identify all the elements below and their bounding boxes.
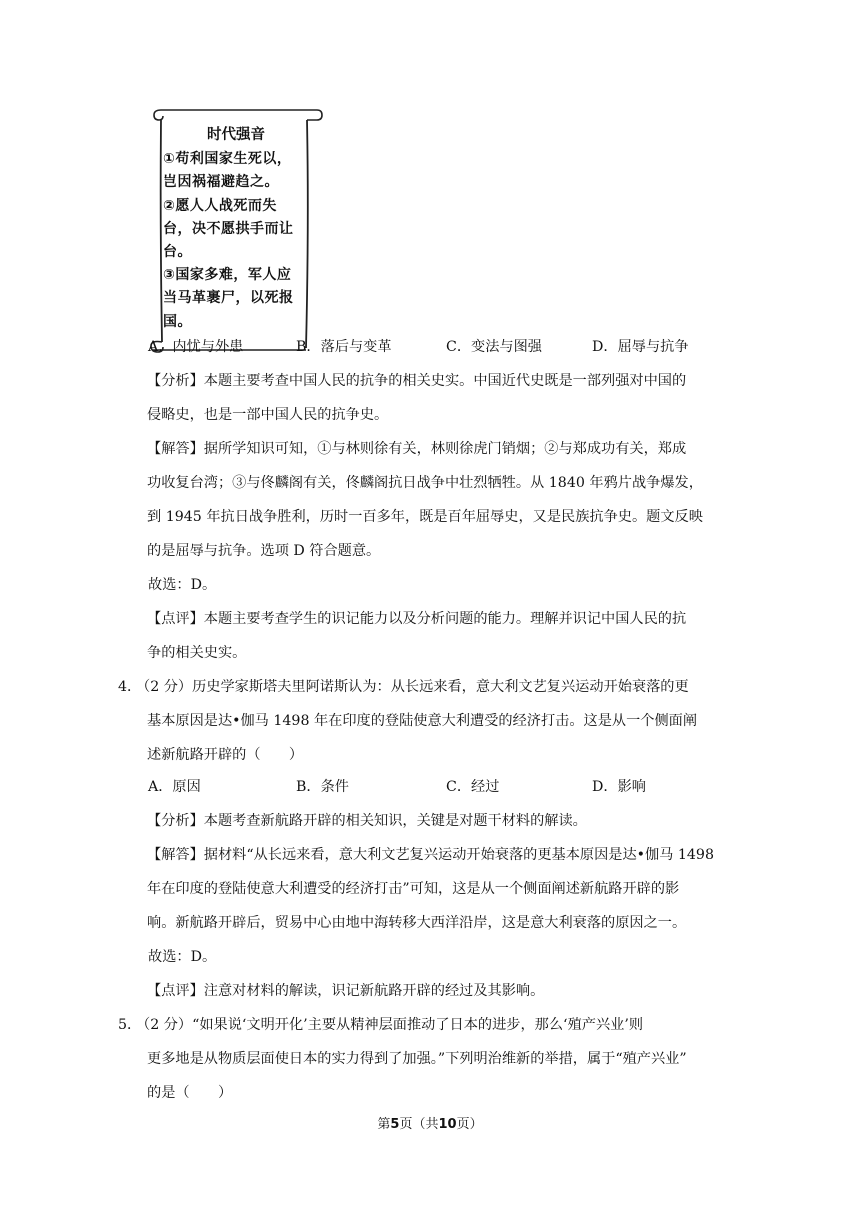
q4-analysis — [147, 804, 587, 838]
text-line: 【点评】本题主要考查学生的识记能力以及分析问题的能力。理解并识记中国人民的抗 — [147, 611, 687, 627]
text-line: 【点评】注意对材料的解读，识记新航路开辟的经过及其影响。 — [147, 983, 545, 999]
scroll-line: ③国家多难，军人应 — [163, 267, 292, 284]
text-line: 基本原因是达•伽马 1498 年在印度的登陆使意大利遭受的经济打击。这是从一个侧面阐 — [147, 713, 698, 729]
q3-option-d: D．屈辱与抗争 — [592, 339, 689, 355]
text-line: 故选：D。 — [148, 577, 217, 593]
scroll-line: 当马革裹尸，以死报 — [163, 290, 294, 307]
q4-comment — [147, 974, 544, 1008]
footer-prefix: 第 — [377, 1117, 391, 1132]
q4-option-a: A．原因 — [148, 779, 201, 795]
footer-total-pages: 10 — [438, 1117, 457, 1132]
text-line: 功收复台湾；③与佟麟阁有关，佟麟阁抗日战争中壮烈牺牲。从 1840 年鸦片战争爆发， — [147, 475, 703, 491]
text-line: 侵略史，也是一部中国人民的抗争史。 — [147, 407, 389, 423]
q4-answer — [147, 838, 714, 940]
text-line: 到 1945 年抗日战争胜利，历时一百多年，既是百年屈辱史，又是民族抗争史。题文反映 — [147, 509, 703, 525]
text-line: 【解答】据材料“从长远来看，意大利文艺复兴运动开始衰落的更基本原因是达•伽马 1498 — [147, 847, 714, 863]
text-line: 【解答】据所学知识可知，①与林则徐有关，林则徐虎门销烟；②与郑成功有关，郑成 — [147, 441, 687, 457]
question-number: 4． — [118, 679, 142, 695]
q3-analysis — [147, 364, 686, 432]
scroll-line: 国。 — [163, 313, 192, 330]
q3-option-b: B．落后与变革 — [296, 339, 392, 355]
text-line: 述新航路开辟的（ ） — [147, 747, 304, 763]
q4-stem — [136, 670, 697, 772]
footer-page-number: 5 — [390, 1117, 400, 1132]
q3-option-c: C．变法与图强 — [446, 339, 542, 355]
text-line: 争的相关史实。 — [147, 645, 247, 661]
q4-options — [148, 776, 748, 798]
q4-option-c: C．经过 — [446, 779, 500, 795]
text-line: （2 分）历史学家斯塔夫里阿诺斯认为：从长远来看，意大利文艺复兴运动开始衰落的更 — [136, 679, 689, 695]
question-number: 5． — [118, 1017, 142, 1033]
q4-option-d: D．影响 — [592, 779, 646, 795]
scroll-line: 台。 — [163, 244, 192, 261]
text-line: 响。新航路开辟后，贸易中心由地中海转移大西洋沿岸，这是意大利衰落的原因之一。 — [147, 915, 687, 931]
q3-comment — [147, 602, 686, 670]
scroll-line: 岂因祸福避趋之。 — [163, 174, 279, 191]
q3-answer — [147, 432, 703, 568]
footer-middle: 页（共 — [399, 1117, 439, 1132]
scroll-figure — [147, 104, 323, 354]
q4-option-b: B．条件 — [296, 779, 349, 795]
text-line: 更多地是从物质层面使日本的实力得到了加强。”下列明治维新的举措，属于“殖产兴业” — [147, 1051, 687, 1067]
footer-suffix: 页） — [456, 1117, 483, 1132]
q3-option-a: A．内忧与外患 — [148, 339, 244, 355]
text-line: 故选：D。 — [148, 949, 217, 965]
scroll-line: ②愿人人战死而失 — [163, 197, 277, 214]
page-footer — [0, 1113, 860, 1132]
q5-stem — [136, 1008, 687, 1110]
q4-choice — [148, 940, 216, 974]
text-line: 【分析】本题主要考查中国人民的抗争的相关史实。中国近代史既是一部列强对中国的 — [147, 373, 687, 389]
scroll-line: ①苟利国家生死以， — [163, 151, 292, 168]
scroll-text — [163, 124, 309, 334]
text-line: 年在印度的登陆使意大利遭受的经济打击”可知，这是从一个侧面阐述新航路开辟的影 — [147, 881, 680, 897]
text-line: 【分析】本题考查新航路开辟的相关知识，关键是对题干材料的解读。 — [147, 813, 587, 829]
text-line: （2 分）“如果说‘文明开化’主要从精神层面推动了日本的进步，那么‘殖产兴业’则 — [136, 1017, 644, 1033]
text-line: 的是屈辱与抗争。选项 D 符合题意。 — [147, 543, 381, 559]
q3-options — [148, 336, 748, 358]
q3-choice — [148, 568, 216, 602]
text-line: 的是（ ） — [147, 1085, 233, 1101]
scroll-title: 时代强音 — [207, 127, 265, 143]
scroll-line: 台，决不愿拱手而让 — [163, 220, 294, 237]
